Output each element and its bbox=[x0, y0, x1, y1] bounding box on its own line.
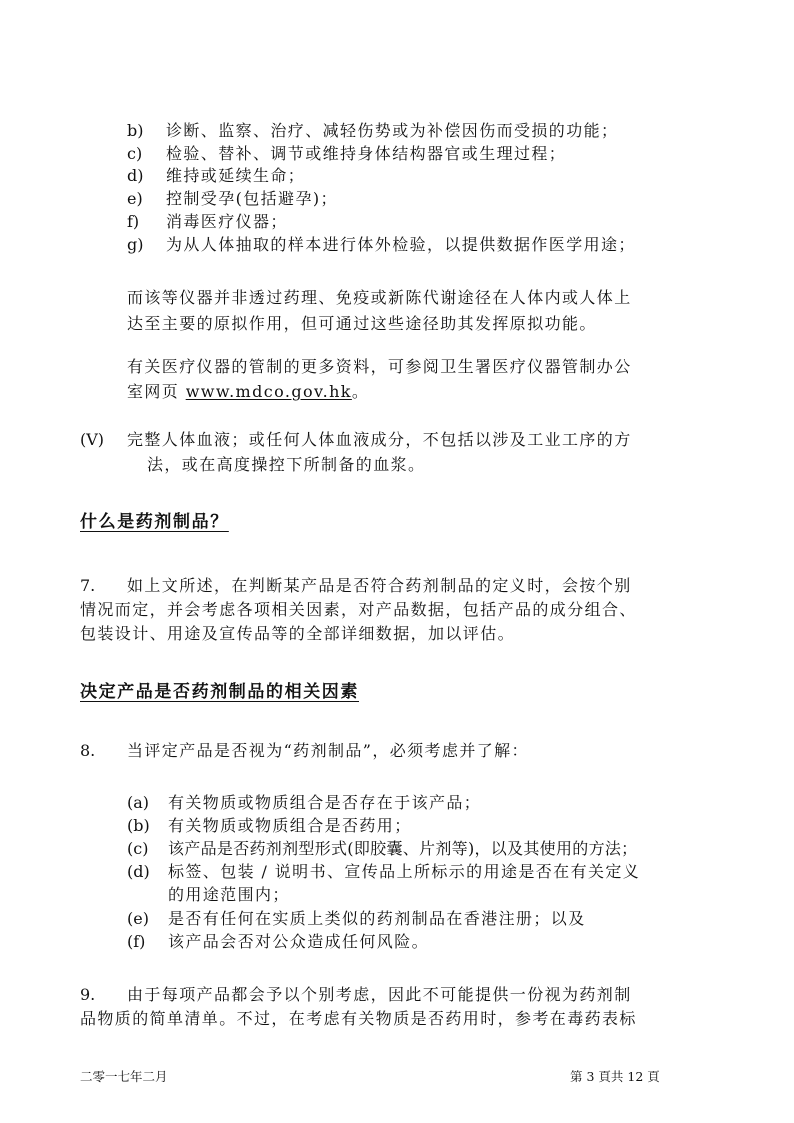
paragraph-line: 而该等仪器并非透过药理、免疫或新陈代谢途径在人体内或人体上 bbox=[127, 288, 632, 307]
list-text: 控制受孕(包括避孕)； bbox=[166, 189, 338, 208]
list-marker: (f) bbox=[127, 932, 146, 951]
paragraph-line: 达至主要的原拟作用，但可通过这些途径助其发挥原拟功能。 bbox=[127, 314, 597, 333]
paragraph-line: 有关医疗仪器的管制的更多资料，可参阅卫生署医疗仪器管制办公 bbox=[127, 357, 632, 376]
list-marker: d) bbox=[127, 166, 144, 185]
list-text: 为从人体抽取的样本进行体外检验，以提供数据作医学用途； bbox=[166, 235, 636, 254]
list-marker: (a) bbox=[127, 793, 150, 812]
list-marker: g) bbox=[127, 235, 144, 254]
list-text: 该产品是否药剂剂型形式(即胶囊、片剂等)，以及其使用的方法； bbox=[168, 839, 638, 858]
list-marker: f) bbox=[127, 212, 140, 231]
list-text: 有关物质或物质组合是否存在于该产品； bbox=[168, 793, 482, 812]
paragraph-line: 由于每项产品都会予以个别考虑，因此不可能提供一份视为药剂制 bbox=[127, 985, 632, 1004]
paragraph-line: 当评定产品是否视为“药剂制品”，必须考虑并了解： bbox=[127, 741, 529, 760]
paragraph-line: 情况而定，并会考虑各项相关因素，对产品数据，包括产品的成分组合、 bbox=[80, 600, 637, 619]
paragraph-line bbox=[127, 382, 369, 402]
list-text: 完整人体血液；或任何人体血液成分，不包括以涉及工业工序的方 bbox=[127, 430, 632, 449]
list-text: 法，或在高度操控下所制备的血浆。 bbox=[147, 455, 426, 474]
list-text: 诊断、监察、治疗、减轻伤势或为补偿因伤而受损的功能； bbox=[166, 121, 619, 140]
list-marker: (V) bbox=[80, 430, 105, 449]
list-marker: e) bbox=[127, 189, 143, 208]
list-text: 维持或延续生命； bbox=[166, 166, 306, 185]
mdco-website-link[interactable]: www.mdco.gov.hk bbox=[185, 382, 352, 401]
list-marker: c) bbox=[127, 144, 143, 163]
list-text: 标签、包装 / 说明书、宣传品上所标示的用途是否在有关定义 bbox=[168, 862, 641, 881]
paragraph-number: 8. bbox=[80, 741, 96, 760]
list-marker: b) bbox=[127, 121, 144, 140]
text-prefix: 室网页 bbox=[127, 382, 186, 401]
list-marker: (d) bbox=[127, 862, 150, 881]
section-heading: 什么是药剂制品？ bbox=[80, 512, 229, 532]
paragraph-line: 品物质的简单清单。不过，在考虑有关物质是否药用时，参考在毒药表标 bbox=[80, 1009, 637, 1028]
section-heading: 决定产品是否药剂制品的相关因素 bbox=[80, 682, 359, 702]
list-marker: (e) bbox=[127, 909, 149, 928]
list-marker: (c) bbox=[127, 839, 149, 858]
text-suffix: 。 bbox=[351, 382, 370, 401]
list-text: 检验、替补、调节或维持身体结构器官或生理过程； bbox=[166, 144, 567, 163]
paragraph-line: 如上文所述，在判断某产品是否符合药剂制品的定义时，会按个别 bbox=[127, 576, 632, 595]
paragraph-number: 9. bbox=[80, 985, 96, 1004]
list-text: 的用途范围内； bbox=[168, 885, 290, 904]
footer-date: 二零一七年二月 bbox=[80, 1069, 168, 1084]
list-text: 是否有任何在实质上类似的药剂制品在香港注册；以及 bbox=[168, 909, 586, 928]
paragraph-number: 7. bbox=[80, 576, 96, 595]
list-marker: (b) bbox=[127, 816, 150, 835]
list-text: 消毒医疗仪器； bbox=[166, 212, 288, 231]
paragraph-line: 包装设计、用途及宣传品等的全部详细数据，加以评估。 bbox=[80, 624, 516, 643]
list-text: 有关物质或物质组合是否药用； bbox=[168, 816, 412, 835]
footer-page-number: 第 3 頁共 12 頁 bbox=[570, 1069, 660, 1084]
list-text: 该产品会否对公众造成任何风险。 bbox=[168, 932, 430, 951]
